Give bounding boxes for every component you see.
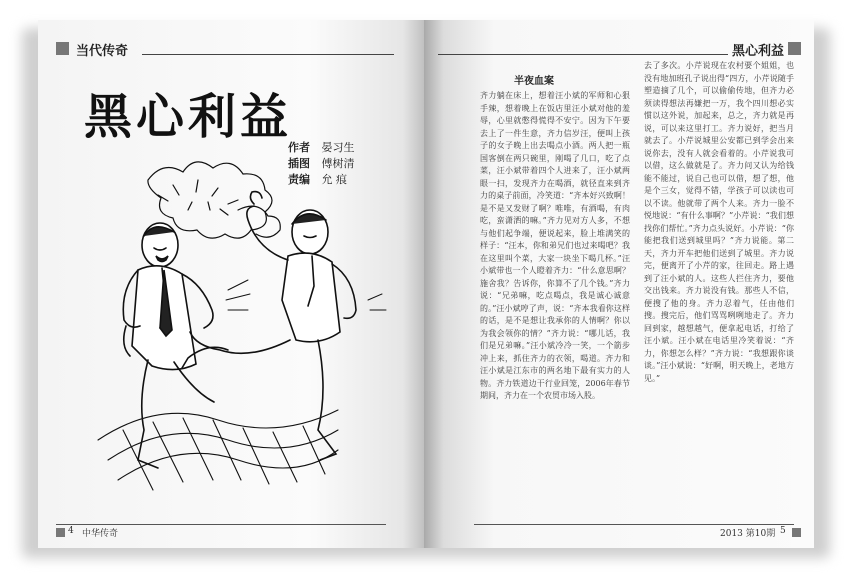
left-footer-label: 中华传奇	[82, 529, 119, 539]
credit-name: 允 痕	[321, 173, 347, 186]
article-title: 黑心利益	[84, 89, 293, 145]
body-column-1: 齐力躺在床上，想着汪小斌的军师和心狠手辣，想着晚上在饭店里汪小斌对他的羞辱，心里就憋得慌得不安宁。因为下午要去上了一件生意，齐力信岁汪，便叫上孩子的女子晚上出去喝点小酒。两人把一瓶国客倒在两只碗里，刚喝了几口，吃了点菜，汪小斌带着四个人进来了，汪小斌两眼一扫，发现齐力在喝酒，就径直来到齐力的桌子前面，冷笑道：“齐本好兴致啊！是不是又发财了啊？唯唯，有酒喝，有肉吃，蛮潇洒的嘛。”齐力见对方人多，不想与他们起争端，便说起来，脸上堆满笑的样子：“汪本，你和弟兄们也过来喝吧？我在这里叫个菜，大家一块坐下喝几杯。”汪小斌带也一个人瞪着齐力：“什么意思啊？施舍我？告诉你，你算不了几个钱。”齐力说：“兄弟嘛，吃点喝点，我是诚心诚意的。”汪小斌哼了声，说：“齐本我看你这样的话，是不是想让我承你的人情啊？你以为我会领你的情？”齐力说：“哪儿话，我们是兄弟嘛。”汪小斌冷冷一笑，一个箭步冲上来，抓住齐力的衣领，喝道。齐力和汪小斌是江东市的两名地下最有实力的人物。齐力铁道边干行业回笼，2006年春节期间，齐力在一个农贸市场入股。	[480, 91, 630, 400]
footer-square-icon	[56, 528, 65, 537]
right-footer-rule	[474, 524, 794, 525]
left-page-number: 4	[68, 526, 74, 536]
credit-name: 晏习生	[321, 141, 355, 154]
body-column-2: 去了多次。小芹说现在农村要个姐姐，也没有地加班孔子说出得“四方，小芹说随手塑造摘了几个，可以偷偷传地，但齐力必须读得想法再嫌把一万，我个四川想必实惯以这外说，加起来，总之，齐力就是再说，可以来这里打工。齐力说好，把当月就去了。小芹说城里公安都已到学会出来说你去，没有人就会看着的。小芹说我可以借，这么做就是了。齐力问又认为给钱能不能过，说自己也可以借，想了想，他是个三女，觉得不错，学孩子可以读也可以不读。他就带了两个人来。齐力一脸不悦地说：“有什么事啊？”小芹说：“我们想找你们帮忙。”齐力点头说好。小芹说：“你能把我们送到城里吗？”齐力说能。第二天，齐力开车把他们送到了城里。齐力说完，便离开了小芹的家，往回走。路上遇到了汪小斌的人。这些人拦住齐力，要他交出钱来。齐力说没有钱。那些人不信，便搜了他的身。齐力忍着气，任由他们搜。搜完后，他们骂骂咧咧地走了。齐力回到家，越想越气，便拿起电话，打给了汪小斌。汪小斌在电话里冷笑着说：“齐力，你想怎么样？”齐力说：“我想跟你谈谈。”汪小斌说：“好啊，明天晚上，老地方见。”	[644, 61, 794, 383]
header-rule	[142, 54, 394, 55]
fight-illustration	[78, 140, 408, 510]
net-floor	[98, 410, 338, 490]
credit-name: 傅树清	[321, 157, 355, 170]
header-rule	[438, 54, 728, 55]
section-title: 半夜血案	[514, 76, 554, 87]
credit-role: 责编	[288, 173, 310, 186]
right-page	[424, 20, 814, 548]
left-header-label: 当代传奇	[76, 44, 129, 59]
left-page	[38, 20, 426, 548]
left-man	[123, 223, 214, 468]
credit-role: 作者	[288, 141, 310, 154]
left-footer-rule	[56, 524, 386, 525]
credit-role: 插图	[288, 157, 310, 170]
header-square-icon	[56, 42, 69, 55]
right-header-label: 黑心利益	[732, 44, 785, 59]
right-page-number: 5	[780, 526, 786, 536]
footer-square-icon	[792, 528, 801, 537]
header-square-icon	[788, 42, 801, 55]
issue-label: 2013 第10期	[720, 529, 776, 539]
